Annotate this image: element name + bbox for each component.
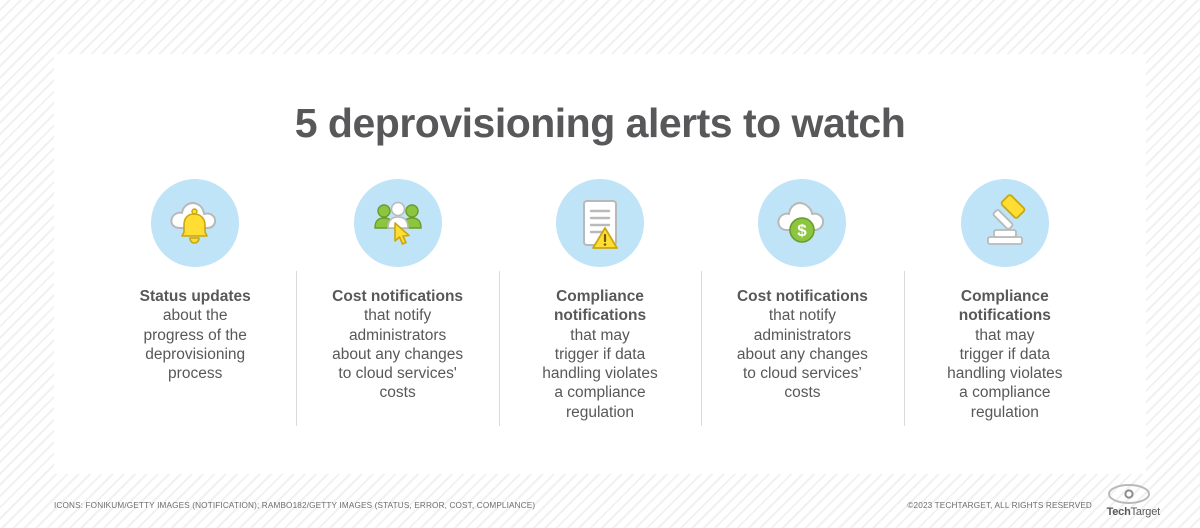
alert-heading: Status updates <box>139 288 251 305</box>
document-warning-icon <box>556 179 644 267</box>
alert-column-error <box>499 179 701 422</box>
alert-column-text <box>542 287 657 422</box>
alert-column-text <box>332 287 463 403</box>
cloud-bell-icon <box>151 179 239 267</box>
svg-text:$: $ <box>797 221 808 240</box>
techtarget-logo-text <box>1107 506 1160 518</box>
image-credits: ICONS: FONIKUM/GETTY IMAGES (NOTIFICATION); RAMBO182/GETTY IMAGES (STATUS, ERROR, COST, COMPLIANCE) <box>54 501 536 510</box>
alert-body: that notify administrators about any changes to cloud services' costs <box>332 307 464 402</box>
alert-body: about the progress of the deprovisioning process <box>143 307 247 383</box>
alert-column-status <box>296 179 498 422</box>
alert-body: that notify administrators about any changes to cloud services’ costs <box>736 307 868 402</box>
cloud-dollar-icon <box>758 179 846 267</box>
alert-body: that may trigger if data handling violates a compliance regulation <box>947 326 1063 421</box>
logo-bold: Tech <box>1106 506 1131 518</box>
page-title: 5 deprovisioning alerts to watch <box>294 100 906 146</box>
alert-heading: Cost notifications <box>332 288 464 305</box>
footer <box>0 474 1200 528</box>
alert-heading: Cost notifications <box>736 288 868 305</box>
alerts-columns <box>54 179 1146 422</box>
alert-column-compliance <box>904 179 1106 422</box>
alert-column-cost <box>701 179 903 422</box>
users-cursor-icon <box>354 179 442 267</box>
alert-heading: Compliance notifications <box>958 288 1051 325</box>
alert-heading: Compliance notifications <box>553 288 647 325</box>
content-card <box>54 54 1146 474</box>
alert-column-text <box>140 287 251 383</box>
alert-column-text <box>947 287 1062 422</box>
logo-light: Target <box>1130 506 1160 518</box>
alert-column-notification <box>94 179 296 422</box>
alert-column-text <box>737 287 868 403</box>
copyright-notice: ©2023 TECHTARGET, ALL RIGHTS RESERVED <box>907 501 1092 510</box>
alert-body: that may trigger if data handling violates a compliance regulation <box>542 326 658 421</box>
gavel-icon <box>961 179 1049 267</box>
